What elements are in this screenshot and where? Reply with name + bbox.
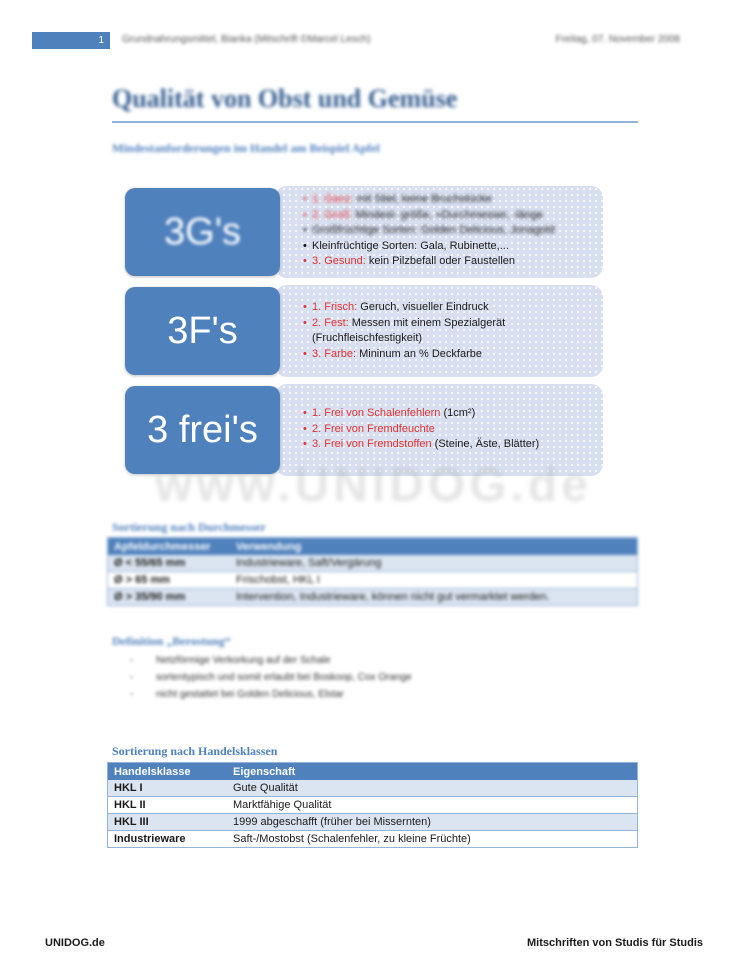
item-text: Geruch, visueller Eindruck — [357, 301, 489, 313]
list-item — [303, 208, 603, 224]
item-text: (Steine, Äste, Blätter) — [431, 438, 540, 450]
table-header-row — [108, 763, 638, 781]
item-prefix: 1. Frei von Schalenfehlern — [312, 407, 441, 419]
page-title: Qualität von Obst und Gemüse — [112, 84, 458, 113]
smartart-label: 3F's — [167, 309, 238, 352]
smartart-list — [303, 406, 603, 453]
table-cell: Marktfähige Qualität — [227, 797, 638, 814]
title-underline — [112, 121, 638, 123]
item-text: Mininum an % Deckfarbe — [356, 347, 482, 360]
list-item — [303, 316, 603, 347]
smartart-list — [303, 192, 603, 270]
table-cell: Ø > 65 mm — [108, 572, 231, 589]
footer-site: UNIDOG.de — [45, 937, 105, 949]
item-prefix: 3. Gesund: — [312, 255, 366, 267]
table-cell: Industrieware — [108, 831, 228, 848]
list-item: - Netzförmige Verkorkung auf der Schale — [130, 652, 412, 669]
smartart-row-3f — [125, 285, 603, 377]
column-header: Apfeldurchmesser — [108, 538, 231, 556]
item-text: Großfrüchtige Sorten: Golden Delicious, Jonagold — [312, 224, 555, 236]
table-cell: HKL I — [108, 780, 228, 797]
smartart-list — [303, 300, 603, 362]
table-cell: HKL II — [108, 797, 228, 814]
table-cell: 1999 abgeschafft (früher bei Missernten) — [227, 814, 638, 831]
item-prefix: 2. Groß: — [312, 208, 353, 221]
item-prefix: 3. Frei von Fremdstoffen — [312, 438, 432, 450]
document-title: Grundnahrungsmittel, Bianka (Mitschrift ©Marcel Lesch) — [122, 34, 371, 45]
list-item — [303, 254, 603, 270]
class-table — [107, 762, 638, 848]
page-number: 1 — [32, 32, 110, 49]
smartart-label: 3G's — [164, 210, 241, 253]
table-row — [108, 589, 638, 606]
item-text: Messen mit einem Spezialgerät (Fruchfleischfestigkeit) — [312, 316, 506, 344]
list-item — [303, 422, 603, 438]
list-item — [303, 300, 603, 316]
smartart-label-box — [125, 188, 280, 276]
smartart-label-box — [125, 287, 280, 375]
table-row — [108, 555, 638, 572]
list-item — [303, 437, 603, 453]
list-item — [303, 406, 603, 422]
diameter-heading: Sortierung nach Durchmesser — [112, 520, 266, 534]
section-subtitle: Mindestanforderungen im Handel am Beispiel Apfel — [112, 141, 380, 155]
item-prefix: 2. Fest: — [312, 316, 349, 329]
page-header — [32, 32, 680, 50]
table-row — [108, 797, 638, 814]
watermark: www.UNIDOG.de — [155, 459, 592, 512]
item-prefix: 1. Frisch: — [312, 301, 358, 313]
list-item — [303, 347, 603, 363]
diameter-table — [107, 537, 638, 606]
document-date: Freitag, 07. November 2008 — [555, 34, 680, 45]
table-header-row — [108, 538, 638, 556]
list-item: - sortentypisch und somit erlaubt bei Boskoop, Cox Orange — [130, 669, 412, 686]
definition-heading: Definition „Berostung“ — [112, 634, 231, 648]
table-cell: Frischobst, HKL I — [230, 572, 638, 589]
table-cell: Intervention, Industrieware, können nicht gut vermarktet werden. — [230, 589, 638, 606]
table-cell: Gute Qualität — [227, 780, 638, 797]
smartart-label: 3 frei's — [147, 408, 258, 451]
table-cell: Saft-/Mostobst (Schalenfehler, zu kleine Früchte) — [227, 831, 638, 848]
list-item — [303, 223, 603, 239]
item-prefix: 1. Ganz: — [312, 193, 354, 205]
column-header: Verwendung — [230, 538, 638, 556]
column-header: Eigenschaft — [227, 763, 638, 781]
item-text: Kleinfrüchtige Sorten: Gala, Rubinette,... — [312, 239, 509, 252]
footer-slogan: Mitschriften von Studis für Studis — [526, 937, 703, 949]
table-cell: Industrieware, Saft/Vergärung — [230, 555, 638, 572]
table-row — [108, 814, 638, 831]
table-row — [108, 831, 638, 848]
item-text: mit Stiel, keine Bruchstücke — [353, 193, 492, 205]
list-item: - nicht gestattet bei Golden Delicious, Elstar — [130, 686, 412, 703]
item-text: kein Pilzbefall oder Faustellen — [365, 255, 516, 267]
table-row — [108, 572, 638, 589]
item-prefix: 2. Frei von Fremdfeuchte — [312, 422, 435, 435]
table-cell: Ø > 35/90 mm — [108, 589, 231, 606]
table-row — [108, 780, 638, 797]
list-item — [303, 192, 603, 208]
item-prefix: 3. Farbe: — [312, 347, 357, 360]
list-item — [303, 239, 603, 255]
smartart-row-3g — [125, 186, 603, 278]
item-text: (1cm²) — [440, 407, 476, 419]
table-cell: Ø < 55/65 mm — [108, 555, 231, 572]
definition-list — [130, 652, 412, 703]
item-text: Mindest- größe, »Durchmesser, -länge — [352, 208, 544, 221]
column-header: Handelsklasse — [108, 763, 228, 781]
class-heading: Sortierung nach Handelsklassen — [112, 744, 278, 758]
table-cell: HKL III — [108, 814, 228, 831]
